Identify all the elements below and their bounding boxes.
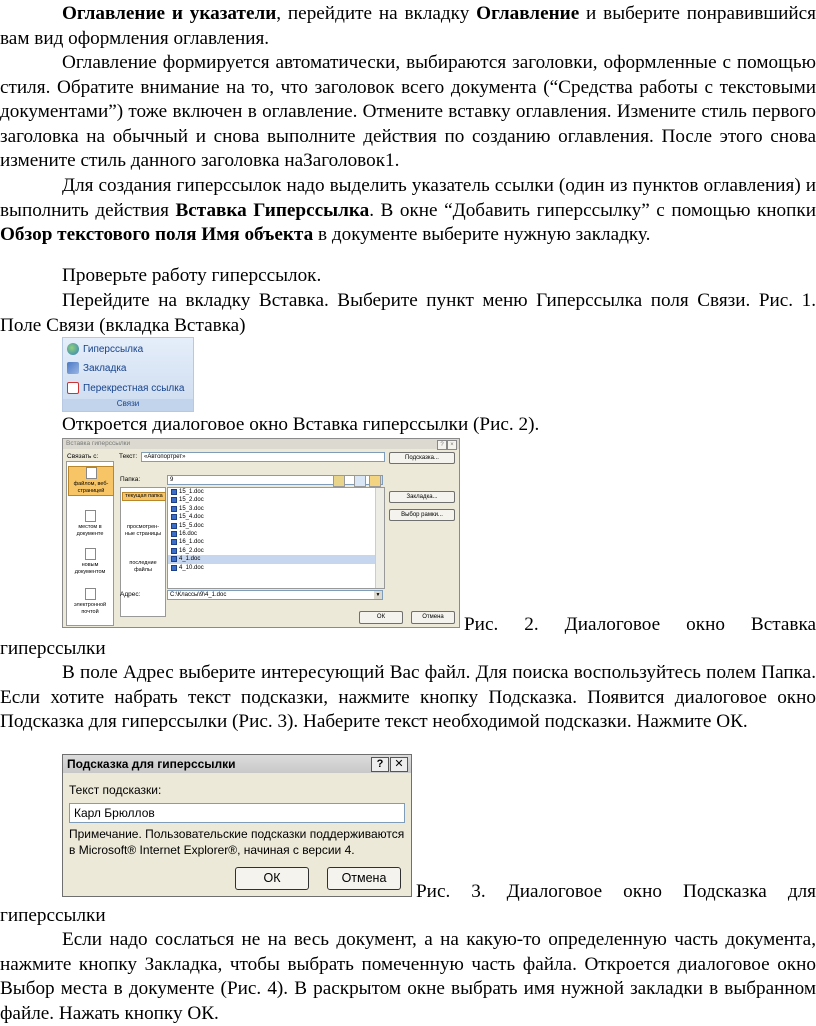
text: в документе выберите нужную закладку. xyxy=(313,224,651,246)
file-list xyxy=(167,487,385,589)
dialog-titlebar xyxy=(63,755,411,773)
file-item[interactable]: 15_3.doc xyxy=(168,505,384,513)
link-item-label: электронной почтой xyxy=(73,602,107,615)
paragraph-2: Оглавление формируется автоматически, выбираются заголовки, оформленные с помощью стиля. Обратите внимание на то, что заголовок всего документа (“Средства работы с текстовыми документами”) тоже включен в оглавление. Отмените вставку оглавления. Измените стиль первого заголовка на обычный и снова выполните действия по созданию оглавления. После этого снова измените стиль данного заголовка наЗаголовок1. xyxy=(0,52,816,172)
bold-term: Вставка Гиперссылка xyxy=(175,199,370,221)
help-icon[interactable]: ? xyxy=(371,757,389,772)
text: . В окне “Добавить гиперссылку” с помощью кнопки xyxy=(369,199,816,221)
browse-web-icon[interactable] xyxy=(354,475,366,487)
ok-button[interactable]: ОК xyxy=(359,611,403,624)
insert-hyperlink-dialog xyxy=(62,438,460,628)
link-to-place-item[interactable] xyxy=(68,510,112,538)
ribbon-label: Перекрестная ссылка xyxy=(83,382,185,394)
link-to-file-item[interactable] xyxy=(68,466,114,496)
caption-line: Рис. 2. Диалоговое окно Вставка xyxy=(464,614,816,635)
link-item-label: файлом, веб-страницей xyxy=(73,481,109,494)
screentip-input[interactable]: Карл Брюллов xyxy=(69,803,405,823)
display-text-input[interactable]: «Автопортрет» xyxy=(141,452,385,462)
file-item[interactable]: 4_10.doc xyxy=(168,564,384,572)
hyperlink-ribbon-button[interactable] xyxy=(67,340,143,358)
browsed-pages-item[interactable]: просмотрен-ные страницы xyxy=(124,524,162,537)
address-input[interactable] xyxy=(167,590,383,600)
link-item-label: местом в документе xyxy=(76,524,104,537)
address-label: Адрес: xyxy=(120,591,141,598)
chevron-down-icon[interactable]: ▼ xyxy=(375,592,381,598)
document-place-icon xyxy=(85,510,96,522)
folder-up-icon[interactable] xyxy=(333,475,345,487)
paragraph-5: Перейдите на вкладку Вставка. Выберите пункт меню Гиперссылка поля Связи. Рис. 1. Поле Связи (вкладка Вставка) xyxy=(0,290,816,336)
text-label: Текст: xyxy=(119,453,138,460)
browse-file-icon[interactable] xyxy=(369,475,381,487)
file-item-selected[interactable]: 4_1.doc xyxy=(168,555,384,563)
bold-term: Обзор текстового поля Имя объекта xyxy=(0,224,314,246)
link-to-bar xyxy=(66,461,114,626)
link-to-email-item[interactable] xyxy=(68,588,112,616)
file-item[interactable]: 16_1.doc xyxy=(168,538,384,546)
paragraph-4: Проверьте работу гиперссылок. xyxy=(62,265,322,286)
target-frame-button[interactable]: Выбор рамки... xyxy=(389,509,455,521)
address-value: C:\Классы\9\4_1.doc xyxy=(170,592,227,598)
screentip-dialog xyxy=(62,754,412,897)
paragraph-7: В поле Адрес выберите интересующий Вас файл. Для поиска воспользуйтесь полем Папка. Если хотите набрать текст подсказки, нажмите кнопку Подсказка. Появится диалоговое окно Подсказка для гиперссылки (Рис. 3). Наберите текст необходимой подсказки. Нажмите ОК. xyxy=(0,662,816,733)
file-item[interactable]: 15_4.doc xyxy=(168,513,384,521)
folder-select[interactable] xyxy=(167,475,383,485)
caption-line: гиперссылки xyxy=(0,905,106,926)
screentip-label: Текст подсказки: xyxy=(69,783,162,797)
email-icon xyxy=(85,588,96,600)
text: , перейдите на вкладку xyxy=(276,3,477,24)
new-document-icon xyxy=(85,548,96,560)
ribbon-group-label: Связи xyxy=(63,399,193,411)
screentip-button[interactable]: Подсказка... xyxy=(389,452,455,464)
dialog-title: Подсказка для гиперссылки xyxy=(67,757,236,771)
current-folder-item[interactable]: текущая папка xyxy=(122,492,166,501)
link-item-label: новым документом xyxy=(74,562,106,575)
text: и выберите понравившийся вам вид оформления оглавления. xyxy=(0,3,816,49)
cross-reference-icon xyxy=(67,382,79,394)
paragraph-8: Если надо сослаться не на весь документ, а на какую-то определенную часть документа, нажмите кнопку Закладка, чтобы выбрать помеченную часть файла. Откроется диалоговое окно Выбор места в документе (Рис. 4). В раскрытом окне выбрать имя нужной закладки в выбранном файле. Нажать кнопку ОК. xyxy=(0,929,816,1024)
note-line: в Microsoft® Internet Explorer®, начиная с версии 4. xyxy=(69,843,355,857)
folder-label: Папка: xyxy=(120,476,141,483)
file-item[interactable]: 15_1.doc xyxy=(168,488,384,496)
link-to-label: Связать с: xyxy=(67,453,99,460)
paragraph-1 xyxy=(0,2,816,51)
dialog-title: Вставка гиперссылки xyxy=(66,440,131,447)
file-item[interactable]: 15_2.doc xyxy=(168,496,384,504)
bookmark-ribbon-button[interactable] xyxy=(67,359,126,377)
web-page-icon xyxy=(86,467,97,479)
file-item[interactable]: 15_5.doc xyxy=(168,522,384,530)
bold-term: Оглавление и указатели xyxy=(62,3,277,24)
file-item[interactable]: 16.doc xyxy=(168,530,384,538)
ok-button[interactable]: ОК xyxy=(235,867,309,890)
cross-reference-ribbon-button[interactable] xyxy=(67,379,184,397)
bookmark-button[interactable]: Закладка... xyxy=(389,491,455,503)
ribbon-label: Гиперссылка xyxy=(83,343,144,355)
close-icon[interactable]: × xyxy=(447,440,457,450)
cancel-button[interactable]: Отмена xyxy=(411,611,455,624)
links-ribbon-group xyxy=(62,337,194,412)
file-item[interactable]: 16_2.doc xyxy=(168,547,384,555)
dialog-titlebar xyxy=(63,439,459,449)
link-to-new-doc-item[interactable] xyxy=(68,548,112,576)
bold-term: Оглавление xyxy=(476,3,580,24)
caption-line: Рис. 3. Диалоговое окно Подсказка для xyxy=(416,881,816,902)
bookmark-icon xyxy=(67,362,79,374)
cancel-button[interactable]: Отмена xyxy=(327,867,401,890)
paragraph-3 xyxy=(0,174,816,248)
recent-files-item[interactable]: последние файлы xyxy=(129,560,157,573)
note-line: Примечание. Пользовательские подсказки поддерживаются xyxy=(69,827,405,841)
file-list-scrollbar[interactable] xyxy=(375,488,384,588)
paragraph-6: Откроется диалоговое окно Вставка гиперссылки (Рис. 2). xyxy=(62,414,540,435)
folder-value: 9 xyxy=(170,477,174,483)
text: Для создания гиперссылок надо выделить указатель ссылки (один из пунктов оглавления) и выполнить действия xyxy=(0,175,816,221)
close-icon[interactable]: ✕ xyxy=(390,757,408,772)
globe-link-icon xyxy=(67,343,79,355)
help-icon[interactable]: ? xyxy=(437,440,447,450)
ribbon-label: Закладка xyxy=(83,362,127,374)
caption-line: гиперссылки xyxy=(0,638,106,659)
